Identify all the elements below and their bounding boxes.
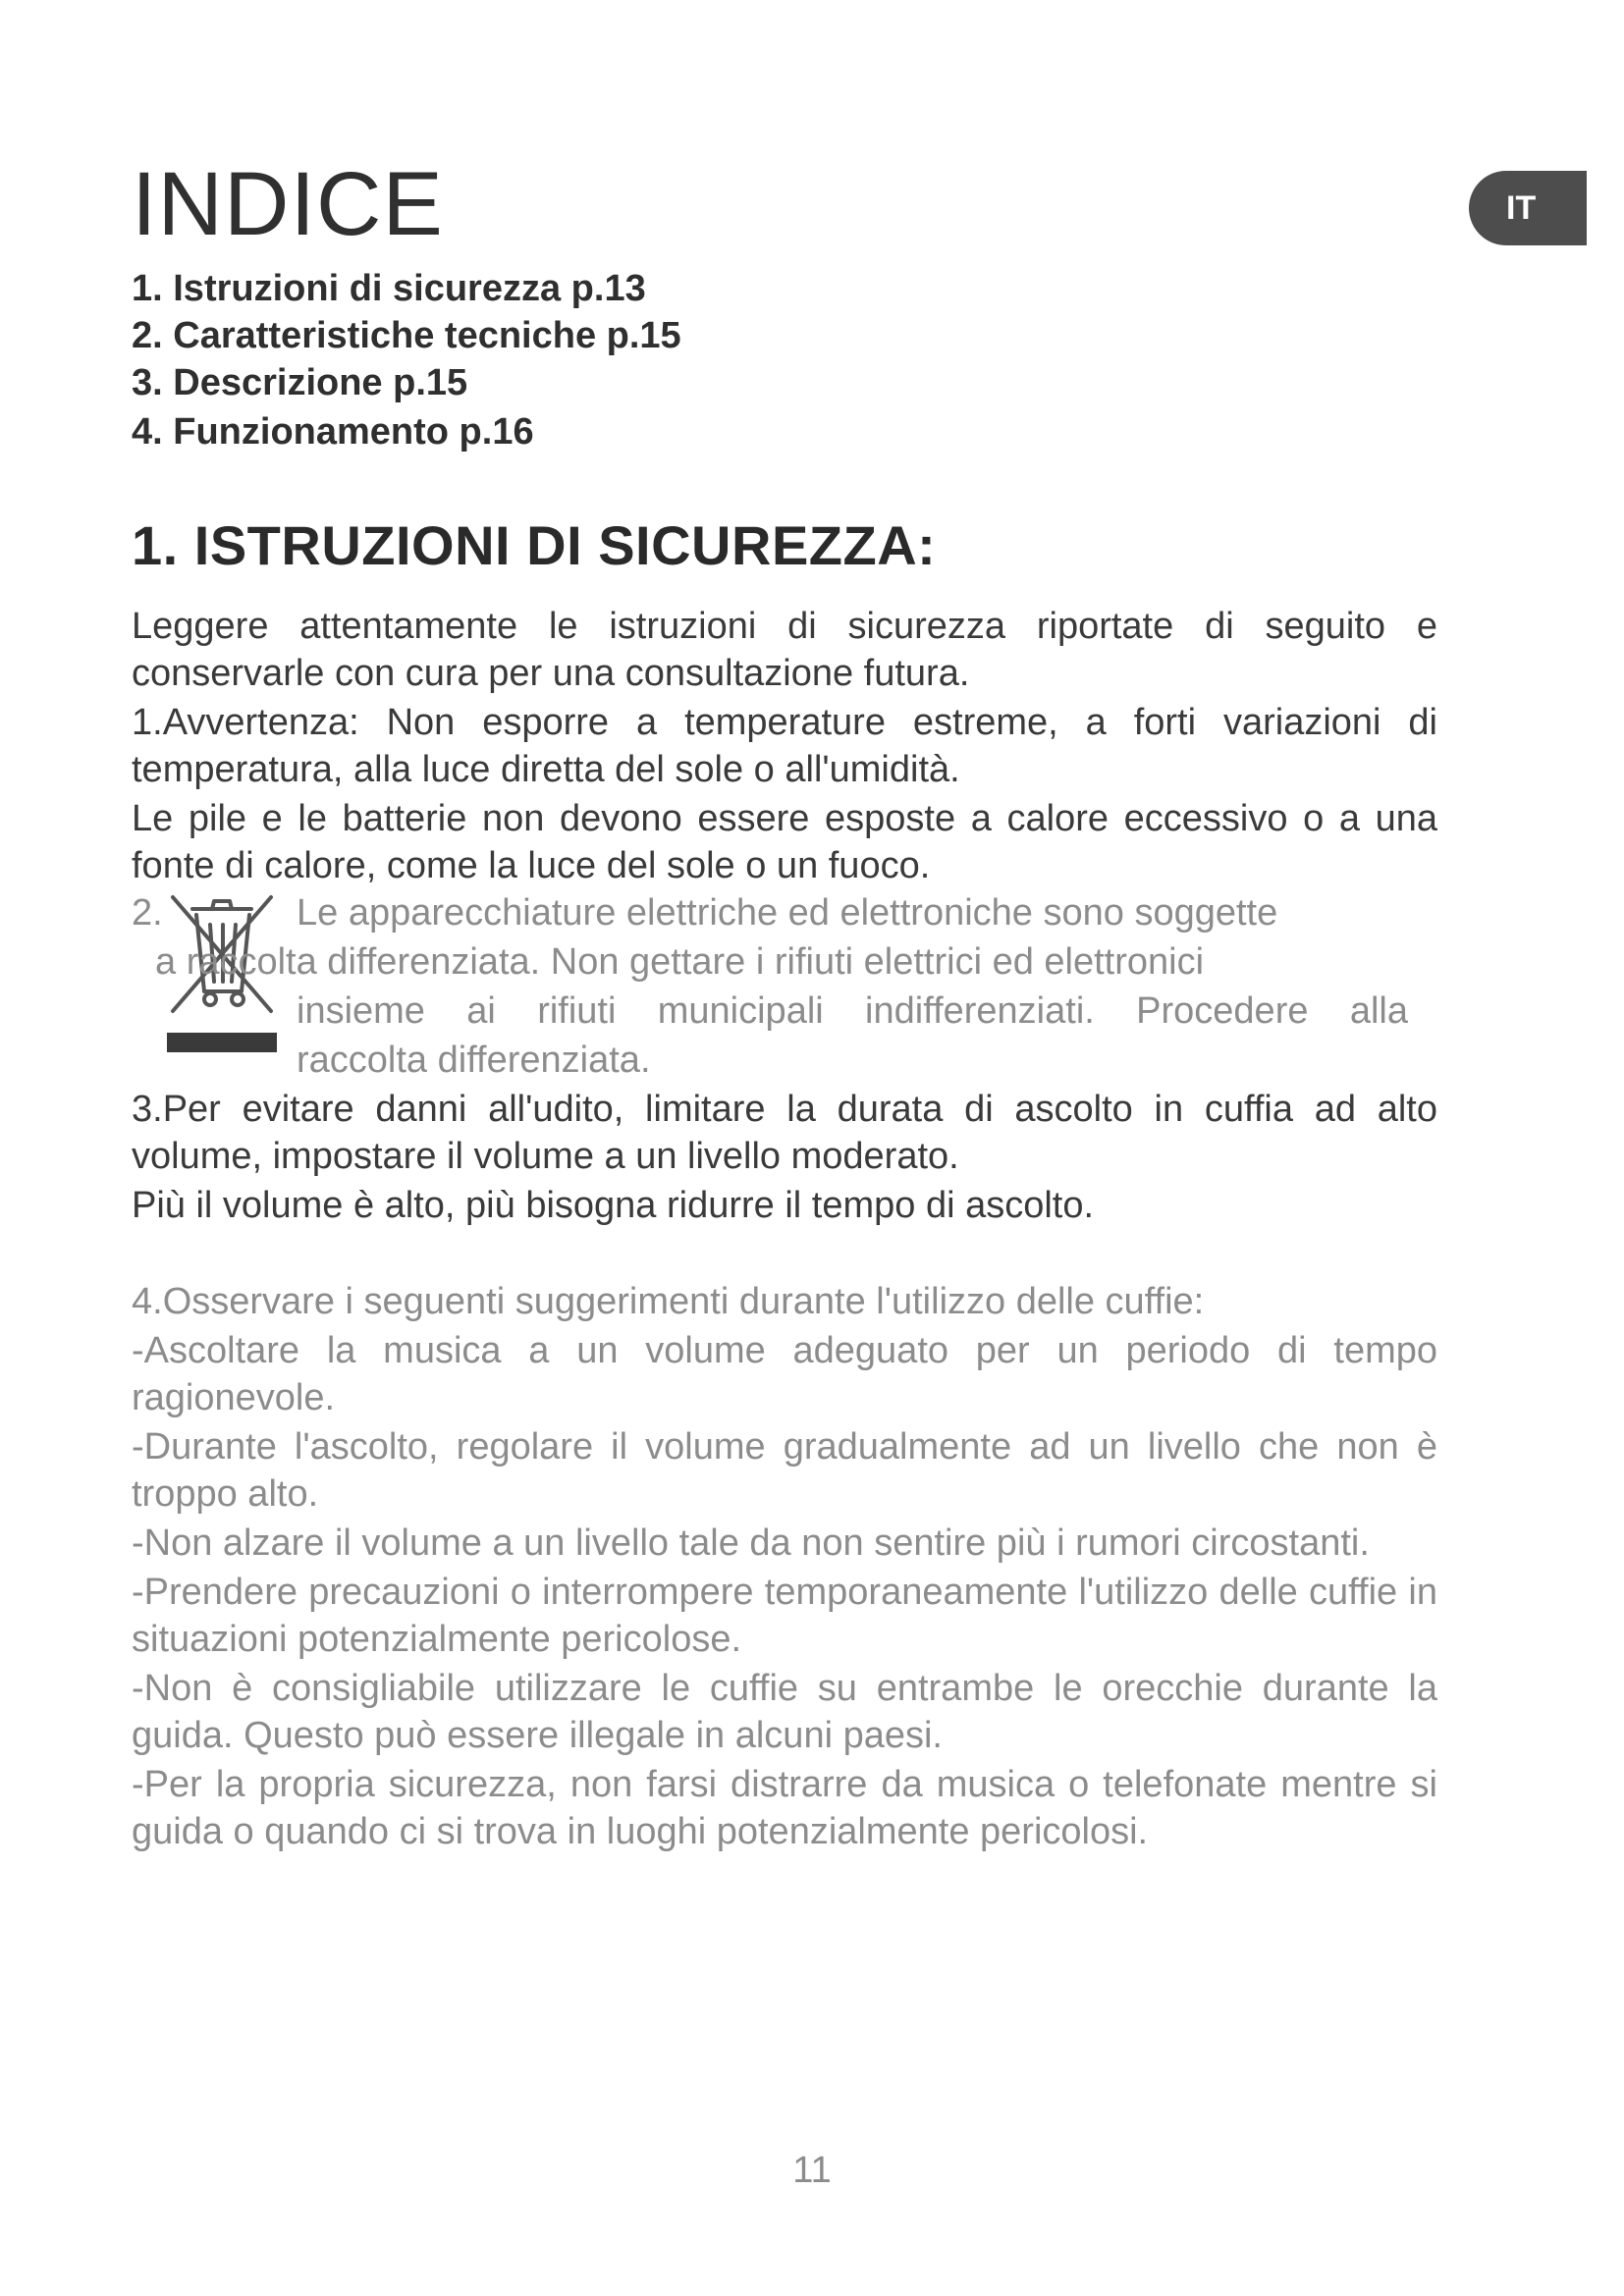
page-number: 11 <box>792 2150 832 2191</box>
toc-item: 2. Caratteristiche tecniche p.15 <box>132 315 681 356</box>
toc-item: 4. Funzionamento p.16 <box>132 411 534 453</box>
intro-paragraph: Leggere attentamente le istruzioni di sicurezza riportate di seguito e conservarle con cura per una consultazione futura. <box>132 606 1437 694</box>
volume-time-paragraph: Più il volume è alto, più bisogna ridurre il tempo di ascolto. <box>132 1185 1095 1226</box>
weee-word: rifiuti <box>537 990 617 1032</box>
warning-paragraph: 1.Avvertenza: Non esporre a temperature estreme, a forti variazioni di temperatura, alla luce diretta del sole o all'umidità. <box>132 702 1437 790</box>
weee-line-2: a raccolta differenziata. Non gettare i rifiuti elettrici ed elettronici <box>155 941 1205 983</box>
weee-word: alla <box>1349 990 1408 1032</box>
toc-item: 1. Istruzioni di sicurezza p.13 <box>132 268 646 309</box>
weee-word: ai <box>466 990 496 1032</box>
weee-word: municipali <box>657 990 824 1032</box>
weee-word: indifferenziati. <box>865 990 1095 1032</box>
tip-item: -Non è consigliabile utilizzare le cuffie su entrambe le orecchie durante la guida. Questo può essere illegale in alcuni paesi. <box>132 1668 1437 1756</box>
hearing-paragraph: 3.Per evitare danni all'udito, limitare la durata di ascolto in cuffia ad alto volume, impostare il volume a un livello moderato. <box>132 1089 1437 1177</box>
weee-word: insieme <box>297 990 425 1032</box>
tip-item: -Durante l'ascolto, regolare il volume gradualmente ad un livello che non è troppo alto. <box>132 1426 1437 1515</box>
weee-number: 2. <box>132 892 163 934</box>
weee-line-3 <box>297 988 1408 1035</box>
tips-heading: 4.Osservare i seguenti suggerimenti durante l'utilizzo delle cuffie: <box>132 1281 1205 1322</box>
toc-item: 3. Descrizione p.15 <box>132 362 468 403</box>
page-title: INDICE <box>132 154 444 254</box>
weee-line-4: raccolta differenziata. <box>297 1040 651 1081</box>
tip-item: -Ascoltare la musica a un volume adeguato per un periodo di tempo ragionevole. <box>132 1330 1437 1418</box>
batteries-paragraph: Le pile e le batterie non devono essere esposte a calore eccessivo o a una fonte di calore, come la luce del sole o un fuoco. <box>132 798 1437 886</box>
weee-notice <box>132 889 1437 1086</box>
tip-item: -Non alzare il volume a un livello tale da non sentire più i rumori circostanti. <box>132 1522 1370 1564</box>
tip-item: -Prendere precauzioni o interrompere temporaneamente l'utilizzo delle cuffie in situazioni potenzialmente pericolose. <box>132 1572 1437 1660</box>
weee-word: Procedere <box>1136 990 1309 1032</box>
table-of-contents <box>132 265 681 455</box>
language-tab: IT <box>1469 171 1587 245</box>
tip-item: -Per la propria sicurezza, non farsi distrarre da musica o telefonate mentre si guida o quando ci si trova in luoghi potenzialmente pericolosi. <box>132 1764 1437 1852</box>
weee-line-1: Le apparecchiature elettriche ed elettroniche sono soggette <box>297 892 1278 934</box>
section-heading: 1. ISTRUZIONI DI SICUREZZA: <box>132 514 937 576</box>
